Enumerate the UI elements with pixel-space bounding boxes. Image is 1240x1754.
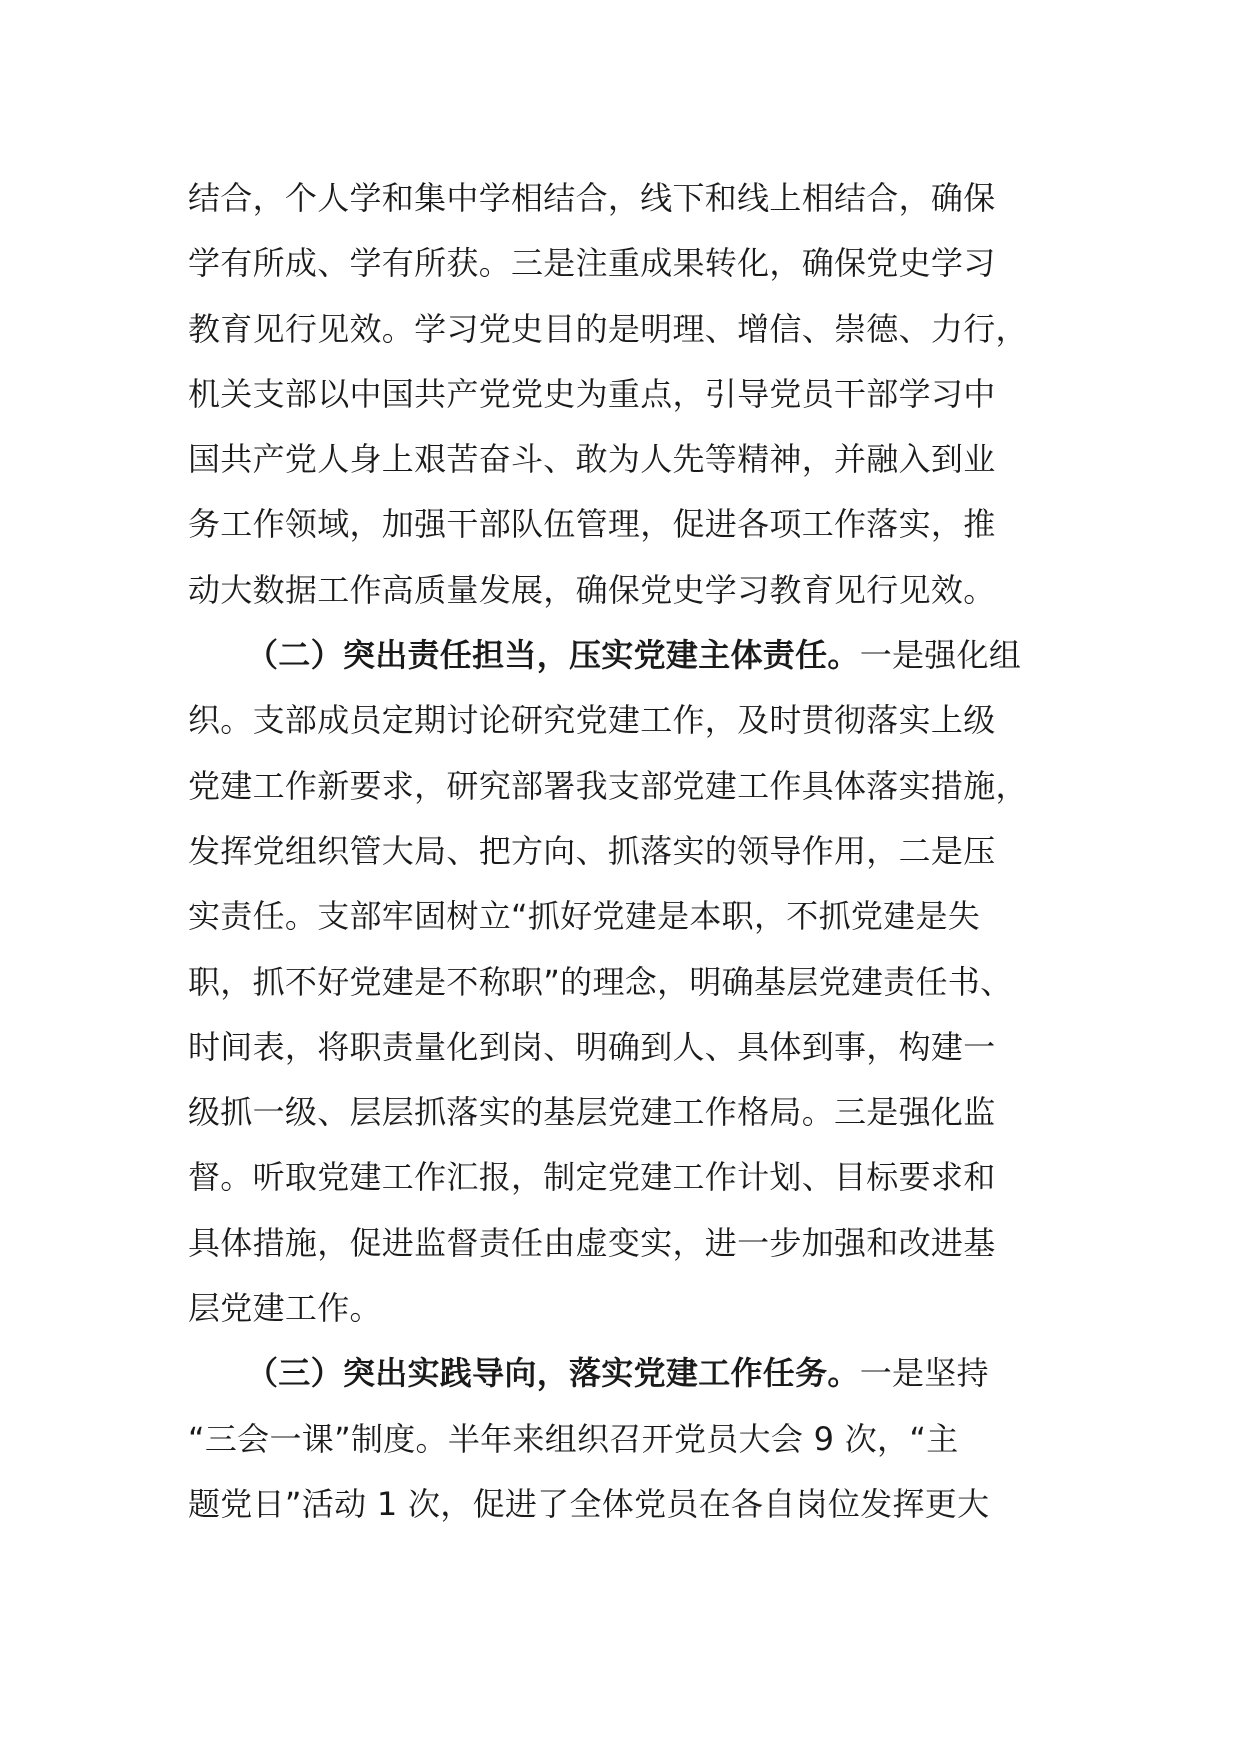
text-line [188, 362, 1068, 427]
body-text: 题党日”活动 1 次，促进了全体党员在各自岗位发挥更大 [188, 1484, 990, 1523]
body-text: 具体措施，促进监督责任由虚变实，进一步加强和改进基 [188, 1223, 996, 1262]
body-text: 务工作领域，加强干部队伍管理，促进各项工作落实，推 [188, 505, 996, 544]
text-line [188, 688, 1068, 753]
text-line [188, 1211, 1068, 1276]
text-line [188, 884, 1068, 949]
body-text: 织。支部成员定期讨论研究党建工作，及时贯彻落实上级 [188, 701, 996, 740]
text-line [188, 1407, 1068, 1472]
text-line [188, 1080, 1068, 1145]
body-text: 时间表，将职责量化到岗、明确到人、具体到事，构建一 [188, 1027, 996, 1066]
text-line [188, 1341, 1068, 1406]
body-text: 一是坚持 [859, 1354, 989, 1393]
body-text: “三会一课”制度。半年来组织召开党员大会 9 次，“主 [188, 1419, 959, 1458]
text-line [188, 950, 1068, 1015]
text-line [188, 231, 1068, 296]
body-text: 督。听取党建工作汇报，制定党建工作计划、目标要求和 [188, 1158, 996, 1197]
section-heading: （二）突出责任担当，压实党建主体责任。 [246, 636, 860, 675]
paragraph-p1 [188, 166, 1068, 623]
text-line [188, 297, 1068, 362]
body-text: 一是强化组 [859, 636, 1022, 675]
paragraph-p2 [188, 623, 1068, 1341]
body-text: 学有所成、学有所获。三是注重成果转化，确保党史学习 [188, 244, 996, 283]
text-line [188, 754, 1068, 819]
body-text: 结合，个人学和集中学相结合，线下和线上相结合，确保 [188, 179, 996, 217]
text-line [188, 427, 1068, 492]
text-line [188, 1015, 1068, 1080]
body-text: 发挥党组织管大局、把方向、抓落实的领导作用，二是压 [188, 831, 996, 870]
body-text: 职，抓不好党建是不称职”的理念，明确基层党建责任书、 [188, 962, 1013, 1001]
text-line [188, 166, 1068, 231]
text-line [188, 1276, 1068, 1341]
section-heading: （三）突出实践导向，落实党建工作任务。 [246, 1354, 860, 1393]
body-text: 国共产党人身上艰苦奋斗、敢为人先等精神，并融入到业 [188, 440, 996, 479]
paragraph-p3 [188, 1341, 1068, 1537]
text-line [188, 1472, 1068, 1537]
text-line [188, 492, 1068, 557]
body-text: 动大数据工作高质量发展，确保党史学习教育见行见效。 [188, 570, 996, 609]
text-line [188, 1145, 1068, 1210]
body-text: 级抓一级、层层抓落实的基层党建工作格局。三是强化监 [188, 1093, 996, 1132]
body-text: 层党建工作。 [188, 1289, 382, 1328]
document-body [188, 166, 1068, 1537]
text-line [188, 558, 1068, 623]
body-text: 教育见行见效。学习党史目的是明理、增信、崇德、力行， [188, 309, 1028, 348]
text-line [188, 623, 1068, 688]
body-text: 机关支部以中国共产党党史为重点，引导党员干部学习中 [188, 374, 996, 413]
text-line [188, 819, 1068, 884]
body-text: 党建工作新要求，研究部署我支部党建工作具体落实措施， [188, 766, 1028, 805]
body-text: 实责任。支部牢固树立“抓好党建是本职，不抓党建是失 [188, 897, 981, 936]
